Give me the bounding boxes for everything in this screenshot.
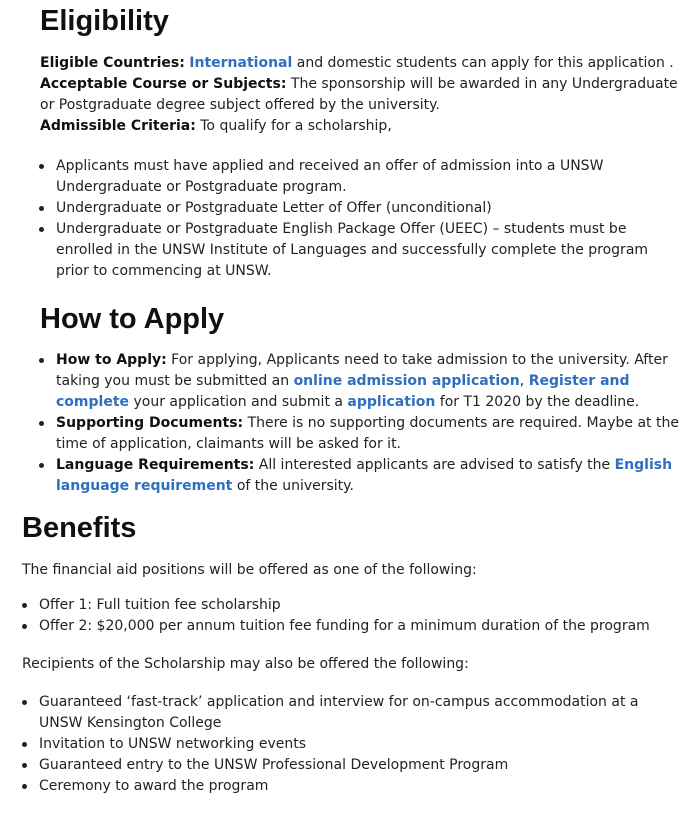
list-item: Guaranteed entry to the UNSW Professional Development Program	[39, 755, 682, 776]
list-item	[56, 413, 680, 455]
list-item: Offer 2: $20,000 per annum tuition fee funding for a minimum duration of the program	[39, 616, 682, 637]
admissible-criteria-text: To qualify for a scholarship,	[195, 118, 392, 134]
application-link[interactable]: application	[347, 394, 436, 410]
list-item: Undergraduate or Postgraduate Letter of Offer (unconditional)	[56, 198, 680, 219]
list-item: Undergraduate or Postgraduate English Package Offer (UEEC) – students must be enrolled in the UNSW Institute of Languages and successfully complete the program prior to commencing at UNSW.	[56, 219, 680, 282]
list-item: Offer 1: Full tuition fee scholarship	[39, 595, 682, 616]
how-to-apply-text: For applying, Applicants need to take admission to the university. After taking you must be submitted an	[56, 352, 668, 389]
acceptable-course-text: The sponsorship will be awarded in any Undergraduate or Postgraduate degree subject offered by the university.	[40, 76, 678, 113]
admissible-criteria	[40, 116, 680, 137]
benefits-intro: The financial aid positions will be offered as one of the following:	[22, 562, 477, 578]
list-item: Ceremony to award the program	[39, 776, 682, 797]
how-to-apply-text: for T1 2020 by the deadline.	[435, 394, 640, 410]
list-item: Guaranteed ‘fast-track’ application and interview for on-campus accommodation at a UNSW Kensington College	[39, 692, 682, 734]
list-item	[56, 455, 680, 497]
apply-list	[40, 350, 680, 497]
benefits-heading: Benefits	[22, 512, 137, 544]
online-admission-link[interactable]: online admission application	[293, 373, 520, 389]
how-to-apply-label: How to Apply:	[56, 352, 167, 368]
list-item: Applicants must have applied and received an offer of admission into a UNSW Undergraduate or Postgraduate program.	[56, 156, 680, 198]
language-requirements-text: All interested applicants are advised to satisfy the	[254, 457, 615, 473]
eligible-countries-text: and domestic students can apply for this application .	[292, 55, 674, 71]
how-to-apply-section	[40, 302, 680, 497]
separator: ,	[519, 373, 529, 389]
acceptable-course-label: Acceptable Course or Subjects:	[40, 76, 287, 92]
benefits-also: Recipients of the Scholarship may also be offered the following:	[22, 656, 469, 672]
eligibility-heading: Eligibility	[40, 5, 169, 37]
criteria-list	[40, 156, 680, 282]
eligible-countries-label: Eligible Countries:	[40, 55, 185, 71]
eligible-countries	[40, 53, 680, 74]
eligibility-section	[40, 4, 680, 282]
list-item	[56, 350, 680, 413]
extras-list	[22, 692, 682, 797]
register-link[interactable]: Register and complete	[56, 373, 630, 410]
supporting-documents-label: Supporting Documents:	[56, 415, 244, 431]
language-requirements-label: Language Requirements:	[56, 457, 255, 473]
english-language-link[interactable]: English language requirement	[56, 457, 673, 494]
supporting-documents-text: There is no supporting documents are required. Maybe at the time of application, claimants will be asked for it.	[56, 415, 679, 452]
international-link[interactable]: International	[189, 55, 293, 71]
how-to-apply-text: your application and submit a	[129, 394, 348, 410]
benefits-section	[22, 511, 682, 797]
acceptable-course	[40, 74, 680, 116]
language-requirements-text: of the university.	[232, 478, 354, 494]
how-to-apply-heading: How to Apply	[40, 303, 225, 335]
list-item: Invitation to UNSW networking events	[39, 734, 682, 755]
offers-list	[22, 595, 682, 637]
admissible-criteria-label: Admissible Criteria:	[40, 118, 196, 134]
